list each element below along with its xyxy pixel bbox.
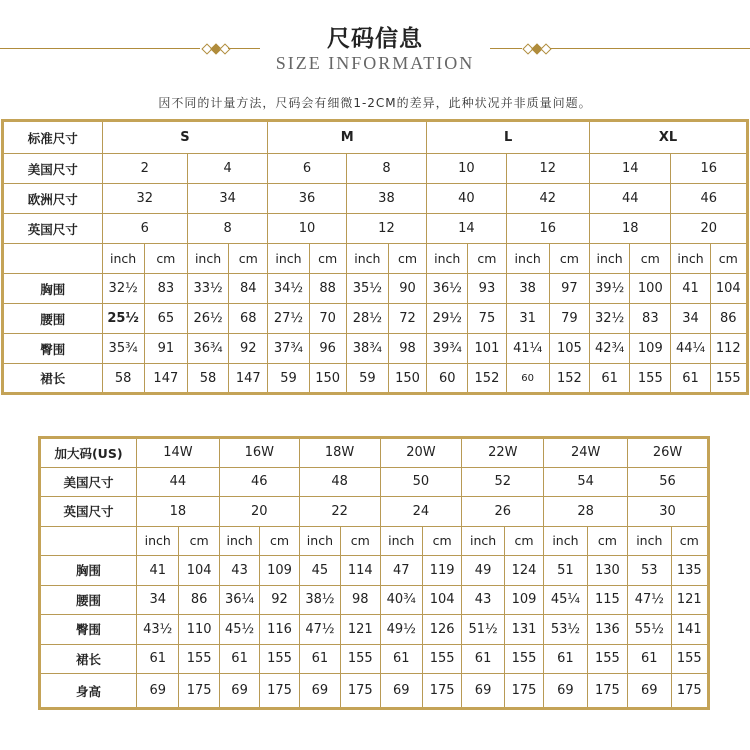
hip-value: 51½ [462,615,504,645]
length-value: 155 [504,644,543,674]
length-value: 155 [587,644,627,674]
length-value: 61 [299,644,340,674]
bust-value: 104 [179,556,219,586]
hip-value: 42¾ [590,334,630,364]
units-row-blank [40,526,137,556]
waist-value: 45¼ [544,585,587,615]
hip-value: 35¾ [102,334,144,364]
waist-value: 115 [587,585,627,615]
uk-size-cell: 12 [346,214,426,244]
table-row-us [3,154,748,184]
row-label-us: 美国尺寸 [3,154,103,184]
plus-size-header: 16W [219,438,299,468]
uk-size-cell: 22 [299,497,380,527]
hip-value: 91 [144,334,187,364]
unit-cell: cm [671,526,708,556]
row-label-waist: 腰围 [3,304,103,334]
eu-size-cell: 38 [346,184,426,214]
standard-size-table [1,119,749,395]
waist-value: 29½ [427,304,468,334]
hip-value: 110 [179,615,219,645]
table-row-length [3,364,748,394]
length-value: 59 [346,364,388,394]
table-row-plus-size [40,438,709,468]
unit-cell: cm [144,244,187,274]
length-value: 60 [506,364,549,394]
decor-line-left-short [228,48,260,49]
row-label-eu: 欧洲尺寸 [3,184,103,214]
bust-value: 84 [229,274,268,304]
table-row-uk [40,497,709,527]
bust-value: 36½ [427,274,468,304]
waist-value: 86 [179,585,219,615]
waist-value: 83 [630,304,671,334]
uk-size-cell: 26 [462,497,544,527]
row-label-bust: 胸围 [3,274,103,304]
page-title: 尺码信息 [327,26,423,52]
hip-value: 53½ [544,615,587,645]
hip-value: 112 [710,334,747,364]
hip-value: 96 [309,334,346,364]
hip-value: 131 [504,615,543,645]
height-value: 175 [422,674,461,709]
table-row-waist [40,585,709,615]
row-label-standard: 标准尺寸 [3,121,103,154]
waist-value: 32½ [590,304,630,334]
table-row-us [40,467,709,497]
row-label-uk: 英国尺寸 [40,497,137,527]
eu-size-cell: 44 [590,184,671,214]
length-value: 150 [388,364,426,394]
length-value: 155 [179,644,219,674]
unit-cell: cm [422,526,461,556]
size-header-s: S [102,121,268,154]
decor-line-right-short [490,48,522,49]
waist-value: 40¾ [380,585,422,615]
hip-value: 98 [388,334,426,364]
bust-value: 32½ [102,274,144,304]
length-value: 60 [427,364,468,394]
bust-value: 100 [630,274,671,304]
us-size-cell: 8 [346,154,426,184]
waist-value: 34 [671,304,710,334]
row-label-hip: 臀围 [3,334,103,364]
row-label-uk: 英国尺寸 [3,214,103,244]
waist-value: 38½ [299,585,340,615]
table-row-uk [3,214,748,244]
uk-size-cell: 20 [219,497,299,527]
hip-value: 37¾ [268,334,309,364]
table-row-bust [40,556,709,586]
row-label-length: 裙长 [3,364,103,394]
height-value: 69 [380,674,422,709]
bust-value: 93 [468,274,506,304]
waist-value: 43 [462,585,504,615]
unit-cell: cm [549,244,589,274]
unit-cell: inch [187,244,228,274]
unit-cell: cm [179,526,219,556]
unit-cell: cm [504,526,543,556]
hip-value: 105 [549,334,589,364]
plus-size-header: 18W [299,438,380,468]
row-label-length: 裙长 [40,644,137,674]
hip-value: 41¼ [506,334,549,364]
waist-value: 75 [468,304,506,334]
unit-cell: cm [587,526,627,556]
height-value: 69 [544,674,587,709]
unit-cell: inch [628,526,671,556]
length-value: 61 [544,644,587,674]
plus-size-header: 14W [137,438,220,468]
length-value: 61 [219,644,259,674]
table-row-length [40,644,709,674]
row-label-plus: 加大码(US) [40,438,137,468]
units-row-blank [3,244,103,274]
waist-value: 65 [144,304,187,334]
unit-cell: cm [229,244,268,274]
waist-value: 86 [710,304,747,334]
us-size-cell: 16 [671,154,748,184]
waist-value: 98 [341,585,380,615]
waist-value: 79 [549,304,589,334]
row-label-height: 身高 [40,674,137,709]
size-header-m: M [268,121,427,154]
length-value: 155 [341,644,380,674]
waist-value: 68 [229,304,268,334]
hip-value: 45½ [219,615,259,645]
hip-value: 126 [422,615,461,645]
waist-value: 27½ [268,304,309,334]
decor-line-left [0,48,200,49]
bust-value: 88 [309,274,346,304]
height-value: 175 [504,674,543,709]
us-size-cell: 2 [102,154,187,184]
eu-size-cell: 42 [506,184,589,214]
hip-value: 39¾ [427,334,468,364]
unit-cell: cm [388,244,426,274]
table-row-units [3,244,748,274]
waist-value: 70 [309,304,346,334]
unit-cell: inch [219,526,259,556]
unit-cell: cm [341,526,380,556]
us-size-cell: 48 [299,467,380,497]
table-row-eu [3,184,748,214]
plus-size-header: 22W [462,438,544,468]
bust-value: 38 [506,274,549,304]
length-value: 61 [137,644,179,674]
hip-value: 38¾ [346,334,388,364]
eu-size-cell: 32 [102,184,187,214]
waist-value: 92 [260,585,299,615]
hip-value: 55½ [628,615,671,645]
us-size-cell: 50 [380,467,462,497]
length-value: 61 [590,364,630,394]
bust-value: 34½ [268,274,309,304]
hip-value: 136 [587,615,627,645]
uk-size-cell: 20 [671,214,748,244]
length-value: 155 [710,364,747,394]
bust-value: 53 [628,556,671,586]
waist-value: 109 [504,585,543,615]
bust-value: 90 [388,274,426,304]
length-value: 58 [187,364,228,394]
waist-value: 31 [506,304,549,334]
waist-value: 47½ [628,585,671,615]
row-label-waist: 腰围 [40,585,137,615]
uk-size-cell: 30 [628,497,709,527]
bust-value: 114 [341,556,380,586]
length-value: 155 [260,644,299,674]
length-value: 147 [144,364,187,394]
page-subtitle: SIZE INFORMATION [275,53,475,73]
uk-size-cell: 24 [380,497,462,527]
waist-value: 72 [388,304,426,334]
hip-value: 109 [630,334,671,364]
unit-cell: inch [506,244,549,274]
uk-size-cell: 8 [187,214,267,244]
length-value: 61 [462,644,504,674]
height-value: 175 [260,674,299,709]
length-value: 61 [671,364,710,394]
hip-value: 92 [229,334,268,364]
unit-cell: cm [309,244,346,274]
table-row-standard [3,121,748,154]
waist-value: 104 [422,585,461,615]
bust-value: 109 [260,556,299,586]
eu-size-cell: 46 [671,184,748,214]
length-value: 155 [671,644,708,674]
height-value: 69 [219,674,259,709]
unit-cell: inch [346,244,388,274]
row-label-bust: 胸围 [40,556,137,586]
us-size-cell: 12 [506,154,589,184]
bust-value: 119 [422,556,461,586]
height-value: 175 [671,674,708,709]
length-value: 152 [468,364,506,394]
unit-cell: inch [102,244,144,274]
height-value: 69 [137,674,179,709]
bust-value: 47 [380,556,422,586]
unit-cell: inch [462,526,504,556]
height-value: 175 [341,674,380,709]
size-header-xl: XL [590,121,748,154]
us-size-cell: 46 [219,467,299,497]
waist-value: 28½ [346,304,388,334]
us-size-cell: 44 [137,467,220,497]
plus-size-header: 26W [628,438,709,468]
measurement-note: 因不同的计量方法，尺码会有细微1-2CM的差异，此种状况并非质量问题。 [158,96,592,110]
waist-value: 121 [671,585,708,615]
hip-value: 36¾ [187,334,228,364]
waist-value: 36¼ [219,585,259,615]
height-value: 69 [462,674,504,709]
unit-cell: cm [468,244,506,274]
bust-value: 43 [219,556,259,586]
unit-cell: cm [260,526,299,556]
bust-value: 49 [462,556,504,586]
bust-value: 41 [137,556,179,586]
length-value: 155 [422,644,461,674]
hip-value: 101 [468,334,506,364]
bust-value: 97 [549,274,589,304]
bust-value: 104 [710,274,747,304]
hip-value: 121 [341,615,380,645]
row-label-hip: 臀围 [40,615,137,645]
uk-size-cell: 10 [268,214,346,244]
bust-value: 51 [544,556,587,586]
eu-size-cell: 40 [427,184,506,214]
uk-size-cell: 16 [506,214,589,244]
unit-cell: inch [137,526,179,556]
hip-value: 44¼ [671,334,710,364]
eu-size-cell: 36 [268,184,346,214]
table-row-bust [3,274,748,304]
length-value: 152 [549,364,589,394]
bust-value: 130 [587,556,627,586]
uk-size-cell: 28 [544,497,628,527]
length-value: 59 [268,364,309,394]
bust-value: 135 [671,556,708,586]
waist-value: 25½ [102,304,144,334]
decor-line-right [550,48,750,49]
us-size-cell: 14 [590,154,671,184]
length-value: 61 [628,644,671,674]
eu-size-cell: 34 [187,184,267,214]
uk-size-cell: 6 [102,214,187,244]
uk-size-cell: 18 [590,214,671,244]
height-value: 175 [587,674,627,709]
length-value: 150 [309,364,346,394]
hip-value: 141 [671,615,708,645]
us-size-cell: 52 [462,467,544,497]
uk-size-cell: 14 [427,214,506,244]
length-value: 61 [380,644,422,674]
hip-value: 43½ [137,615,179,645]
unit-cell: cm [630,244,671,274]
unit-cell: inch [671,244,710,274]
table-row-height [40,674,709,709]
uk-size-cell: 18 [137,497,220,527]
bust-value: 124 [504,556,543,586]
us-size-cell: 54 [544,467,628,497]
plus-size-header: 20W [380,438,462,468]
plus-size-table [38,436,710,710]
unit-cell: inch [590,244,630,274]
hip-value: 49½ [380,615,422,645]
unit-cell: cm [710,244,747,274]
bust-value: 39½ [590,274,630,304]
hip-value: 47½ [299,615,340,645]
size-header-l: L [427,121,590,154]
bust-value: 41 [671,274,710,304]
row-label-us: 美国尺寸 [40,467,137,497]
bust-value: 83 [144,274,187,304]
table-row-hip [3,334,748,364]
unit-cell: inch [380,526,422,556]
table-row-hip [40,615,709,645]
length-value: 147 [229,364,268,394]
us-size-cell: 6 [268,154,346,184]
table-row-waist [3,304,748,334]
length-value: 155 [630,364,671,394]
waist-value: 34 [137,585,179,615]
hip-value: 116 [260,615,299,645]
height-value: 69 [628,674,671,709]
bust-value: 45 [299,556,340,586]
us-size-cell: 4 [187,154,267,184]
plus-size-header: 24W [544,438,628,468]
height-value: 69 [299,674,340,709]
us-size-cell: 10 [427,154,506,184]
bust-value: 33½ [187,274,228,304]
us-size-cell: 56 [628,467,709,497]
unit-cell: inch [268,244,309,274]
table-row-units [40,526,709,556]
unit-cell: inch [299,526,340,556]
height-value: 175 [179,674,219,709]
unit-cell: inch [544,526,587,556]
waist-value: 26½ [187,304,228,334]
unit-cell: inch [427,244,468,274]
length-value: 58 [102,364,144,394]
bust-value: 35½ [346,274,388,304]
